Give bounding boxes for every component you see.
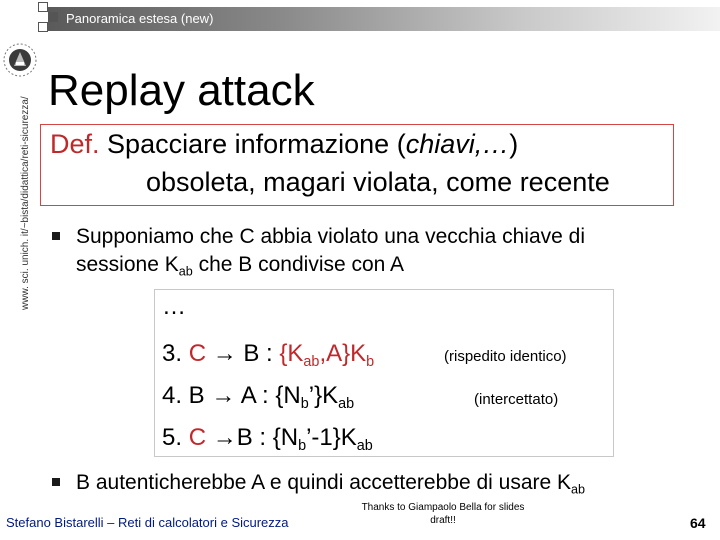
footer-author: Stefano Bistarelli – Reti di calcolatori e Sicurezza <box>6 515 289 530</box>
definition-line-1 <box>50 129 518 160</box>
message-sender: C <box>188 340 207 367</box>
footer-thanks-line: draft!! <box>430 515 456 526</box>
slide-title: Replay attack <box>48 66 315 115</box>
definition-text: Spacciare informazione ( <box>107 129 406 159</box>
message-4-note: (intercettato) <box>474 391 559 408</box>
definition-italic: chiavi,… <box>405 129 510 159</box>
message-payload <box>279 340 375 371</box>
bullet-text <box>76 469 585 503</box>
message-fragment: → B : <box>206 340 280 367</box>
message-4 <box>162 382 354 412</box>
bullet-line: Supponiamo che C abbia violato una vecchia chiave di <box>76 225 585 248</box>
message-5 <box>162 424 373 454</box>
bullet-line <box>76 251 585 285</box>
definition-label: Def. <box>50 129 100 159</box>
message-subscript: ab <box>338 396 355 413</box>
message-3-note: (rispedito identico) <box>444 348 567 365</box>
message-sender: C <box>188 424 207 451</box>
message-fragment: ’}K <box>308 382 339 409</box>
header-title: Panoramica estesa (new) <box>66 11 214 26</box>
definition-line-2: obsoleta, magari violata, come recente <box>146 167 610 197</box>
footer-thanks <box>338 501 548 527</box>
message-fragment: {K <box>279 340 304 367</box>
bullet-fragment: che B condivise con A <box>192 253 405 276</box>
message-subscript: b <box>366 354 375 371</box>
page-number: 64 <box>690 515 706 531</box>
message-fragment: →B : {N <box>206 424 299 451</box>
bullet-icon <box>52 478 60 486</box>
decor-square <box>48 12 58 22</box>
message-subscript: ab <box>303 354 320 371</box>
definition-text: ) <box>509 129 519 159</box>
bullet-text <box>76 223 585 285</box>
footer-thanks-line: Thanks to Giampaolo Bella for slides <box>361 502 525 513</box>
bullet-subscript: ab <box>571 482 586 497</box>
message-number: 5. <box>162 424 183 451</box>
message-fragment: ,A}K <box>319 340 367 367</box>
decor-square <box>38 22 48 32</box>
message-subscript: ab <box>356 438 373 455</box>
bullet-icon <box>52 232 60 240</box>
message-subscript: b <box>298 438 307 455</box>
message-fragment: ’-1}K <box>306 424 357 451</box>
message-3 <box>162 340 374 370</box>
bullet-fragment: B autenticherebbe A e quindi accetterebbe di usare K <box>76 471 572 494</box>
message-subscript: b <box>300 396 309 413</box>
bullet-fragment: sessione K <box>76 253 179 276</box>
message-ellipsis: … <box>162 293 186 320</box>
message-number: 4. <box>162 382 183 409</box>
decor-square <box>38 2 48 12</box>
message-fragment: B → A : {N <box>182 382 301 409</box>
university-logo-icon <box>2 40 38 80</box>
sidebar-url: www. sci. unich. it/~bista/didattica/reti-sicurezza/ <box>20 96 31 310</box>
message-number: 3. <box>162 340 183 367</box>
bullet-subscript: ab <box>178 264 193 279</box>
